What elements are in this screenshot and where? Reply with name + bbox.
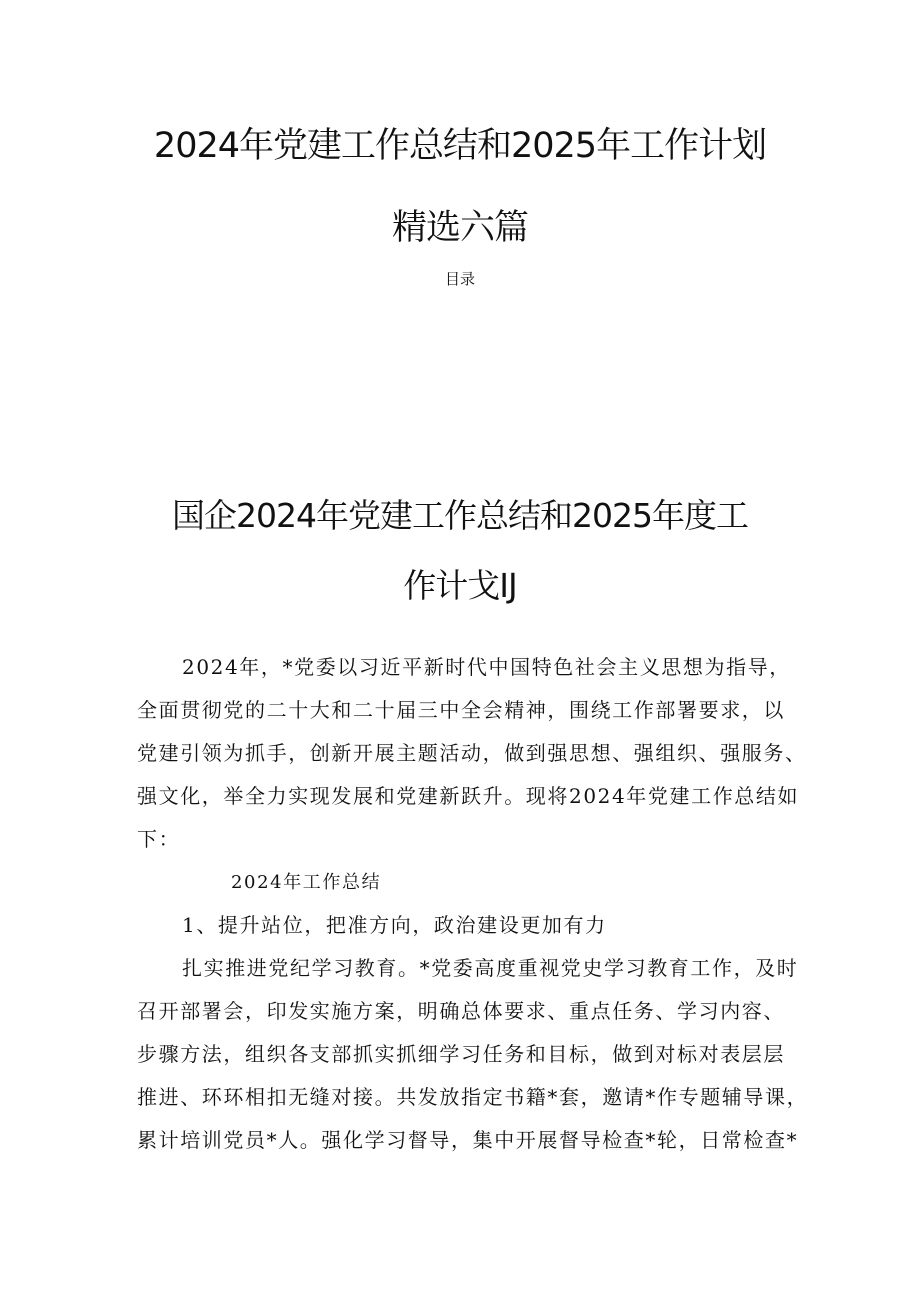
intro-paragraph-line: 2024年，*党委以习近平新时代中国特色社会主义思想为指导， — [182, 655, 791, 679]
body-paragraph-line: 步骤方法，组织各支部抓实抓细学习任务和目标，做到对标对表层层 — [137, 1042, 785, 1066]
intro-paragraph-line: 强文化，举全力实现发展和党建新跃升。现将2024年党建工作总结如 — [137, 784, 800, 808]
section-heading: 2024年工作总结 — [231, 872, 382, 893]
document-title-line-1: 2024年党建工作总结和2025年工作计划 — [153, 126, 767, 166]
subsection-heading: 1、提升站位，把准方向，政治建设更加有力 — [182, 913, 607, 937]
intro-paragraph-line: 全面贯彻党的二十大和二十届三中全会精神，围绕工作部署要求，以 — [137, 698, 785, 722]
table-of-contents-label: 目录 — [444, 270, 475, 288]
document-title-line-2: 精选六篇 — [391, 208, 528, 248]
article-title-line-1: 国企2024年党建工作总结和2025年度工 — [172, 496, 748, 535]
body-paragraph-line: 累计培训党员*人。强化学习督导，集中开展督导检查*轮，日常检查* — [137, 1128, 799, 1152]
intro-paragraph-line: 下： — [137, 827, 181, 851]
article-title-line-2: 作计戈IJ — [403, 566, 517, 605]
intro-paragraph-line: 党建引领为抓手，创新开展主题活动，做到强思想、强组织、强服务、 — [137, 741, 807, 765]
body-paragraph-line: 扎实推进党纪学习教育。*党委高度重视党史学习教育工作，及时 — [182, 956, 799, 980]
body-paragraph-line: 召开部署会，印发实施方案，明确总体要求、重点任务、学习内容、 — [137, 999, 785, 1023]
body-paragraph-line: 推进、环环相扣无缝对接。共发放指定书籍*套，邀请*作专题辅导课， — [137, 1085, 809, 1109]
